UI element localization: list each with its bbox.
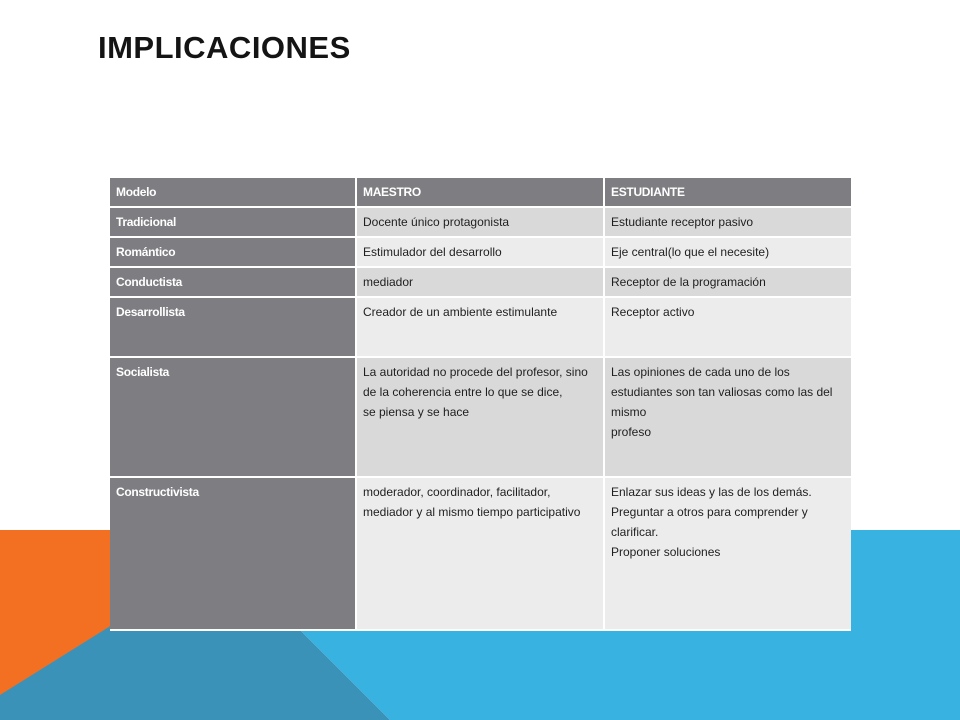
estudiante-cell: Eje central(lo que el necesite) (604, 237, 851, 267)
estudiante-cell: Receptor de la programación (604, 267, 851, 297)
estudiante-text: Enlazar sus ideas y las de los demás. Preguntar a otros para comprender y clarificar. Proponer soluciones (611, 485, 812, 559)
table-row (110, 207, 851, 237)
estudiante-cell: Estudiante receptor pasivo (604, 207, 851, 237)
model-cell: Socialista (110, 357, 356, 477)
estudiante-cell (604, 357, 851, 477)
table-row (110, 297, 851, 357)
estudiante-cell: Receptor activo (604, 297, 851, 357)
header-maestro: MAESTRO (356, 178, 604, 207)
maestro-cell: Docente único protagonista (356, 207, 604, 237)
maestro-text: moderador, coordinador, facilitador, mediador y al mismo tiempo participativo (363, 485, 581, 519)
maestro-text: La autoridad no procede del profesor, sino de la coherencia entre lo que se dice, se piensa y se hace (363, 365, 588, 419)
model-cell: Tradicional (110, 207, 356, 237)
header-modelo: Modelo (110, 178, 356, 207)
estudiante-text: Las opiniones de cada uno de los estudiantes son tan valiosas como las del mismo profeso (611, 365, 833, 439)
table-row (110, 267, 851, 297)
estudiante-cell (604, 477, 851, 630)
table-row (110, 477, 851, 630)
maestro-cell: mediador (356, 267, 604, 297)
maestro-cell (356, 477, 604, 630)
model-cell: Desarrollista (110, 297, 356, 357)
header-estudiante: ESTUDIANTE (604, 178, 851, 207)
table-row (110, 237, 851, 267)
implications-table (110, 178, 851, 631)
maestro-cell: Estimulador del desarrollo (356, 237, 604, 267)
maestro-cell: Creador de un ambiente estimulante (356, 297, 604, 357)
maestro-cell (356, 357, 604, 477)
orange-corner-shape (0, 530, 112, 625)
table-header-row (110, 178, 851, 207)
model-cell: Conductista (110, 267, 356, 297)
table-row (110, 357, 851, 477)
blue-bottom-shape (295, 625, 960, 720)
model-cell: Constructivista (110, 477, 356, 630)
slide-title: IMPLICACIONES (98, 30, 351, 65)
model-cell: Romántico (110, 237, 356, 267)
